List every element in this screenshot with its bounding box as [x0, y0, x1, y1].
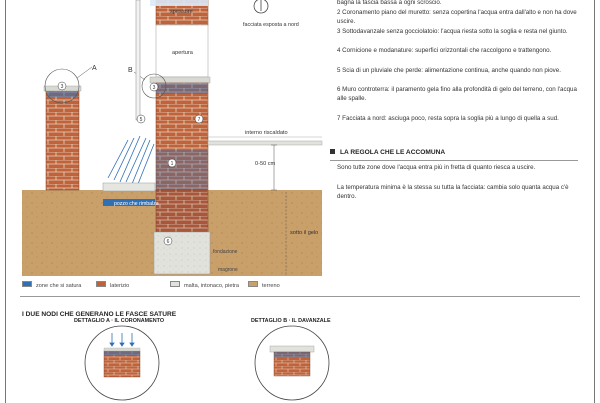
base-saturated-band — [156, 150, 208, 190]
bottom-divider — [20, 296, 580, 297]
note-item-3: 3 Sottodavanzale senza gocciolatoio: l'acqua riesta sotto la soglia e resta nel giunto. — [337, 28, 568, 35]
note-item-2: 2 Coronamento piano del muretto: senza copertina l'acqua entra dall'alto e non ha dove uscire. — [337, 9, 577, 26]
detail-b-title: DETTAGLIO B · IL DAVANZALE — [251, 318, 331, 324]
section-square-icon — [330, 149, 335, 154]
marker-6-label: 6 — [166, 239, 170, 245]
marker-3b-label: 3 — [152, 85, 156, 91]
note-item-6: 6 Muro controterra: il paramento gela fino alla profondità di gelo del terreno, con l'acqua alle spalle. — [337, 86, 577, 103]
label-spessore: spessore — [170, 9, 193, 15]
bottom-title: I DUE NODI CHE GENERANO LE FASCE SATURE — [22, 311, 177, 318]
label-sotto-gelo: sotto il gelo — [290, 230, 319, 236]
label-apertura: apertura — [172, 50, 193, 56]
marker-5-label: 5 — [139, 117, 143, 123]
low-wall-saturated-band — [47, 91, 78, 97]
detail-a-drawing — [85, 326, 159, 400]
marker-7-label: 7 — [197, 117, 201, 123]
detail-b-drawing — [255, 326, 329, 400]
marker-1-label: 1 — [170, 161, 174, 167]
marker-3-label: 3 — [60, 84, 64, 90]
label-magrone: magrone — [218, 267, 238, 273]
note-item-7: 7 Facciata a nord: asciuga poco, resta sopra la soglia più a lungo di quella a sud. — [337, 115, 559, 122]
swatch-brick — [96, 281, 106, 287]
label-fondazione: fondazione — [213, 249, 238, 255]
label-letter-b: B — [128, 67, 133, 74]
note-item-5: 5 Scia di un pluviale che perde: alimentazione continua, anche quando non piove. — [337, 67, 561, 74]
swatch-soil — [248, 281, 258, 287]
below-ground-wall — [156, 190, 208, 232]
note-fragment: bagna la fascia bassa a ogni scroscio. — [337, 0, 442, 6]
interior-floor — [208, 141, 322, 145]
low-wall — [46, 90, 79, 190]
wall-section-diagram — [0, 0, 330, 280]
rule-item-1: Sono tutte zone dove l'acqua entra più in fretta di quanto riesca a uscire. — [337, 164, 536, 171]
label-interno-riscaldato: interno riscaldato — [245, 130, 288, 136]
detail-a-title: DETTAGLIO A · IL CORONAMENTO — [74, 318, 165, 324]
swatch-saturated — [22, 281, 32, 287]
legend-item-stone: malta, intonaco, pietra — [170, 281, 239, 289]
note-item-4: 4 Cornicione e modanature: superfici orizzontali che raccolgono e trattengono. — [337, 47, 552, 54]
label-depth: 0-50 cm — [255, 161, 276, 167]
rebound-pavement — [103, 183, 155, 191]
legend-item-brick: laterizio — [96, 281, 129, 289]
legend-item-saturated: zone che si satura — [22, 281, 81, 289]
label-facciata-nord: facciata esposta a nord — [243, 22, 299, 28]
foundation — [154, 232, 210, 274]
label-letter-a: A — [92, 65, 97, 72]
swatch-stone — [170, 281, 180, 287]
window-sill — [150, 77, 210, 83]
rule-item-2: La temperatura minima è la stessa su tutta la facciata: cambia solo quanta acqua c'è dentro. — [337, 184, 569, 201]
rule-divider — [330, 160, 578, 161]
notes-panel — [330, 0, 592, 300]
detail-diagrams — [0, 318, 600, 403]
rule-section-title: LA REGOLA CHE LE ACCOMUNA — [330, 148, 445, 157]
rain-splash-lines — [108, 136, 154, 184]
label-pozzo: pozzo che rimbalza — [114, 201, 159, 207]
downpipe — [136, 0, 140, 120]
legend-item-soil: terreno — [248, 281, 280, 289]
